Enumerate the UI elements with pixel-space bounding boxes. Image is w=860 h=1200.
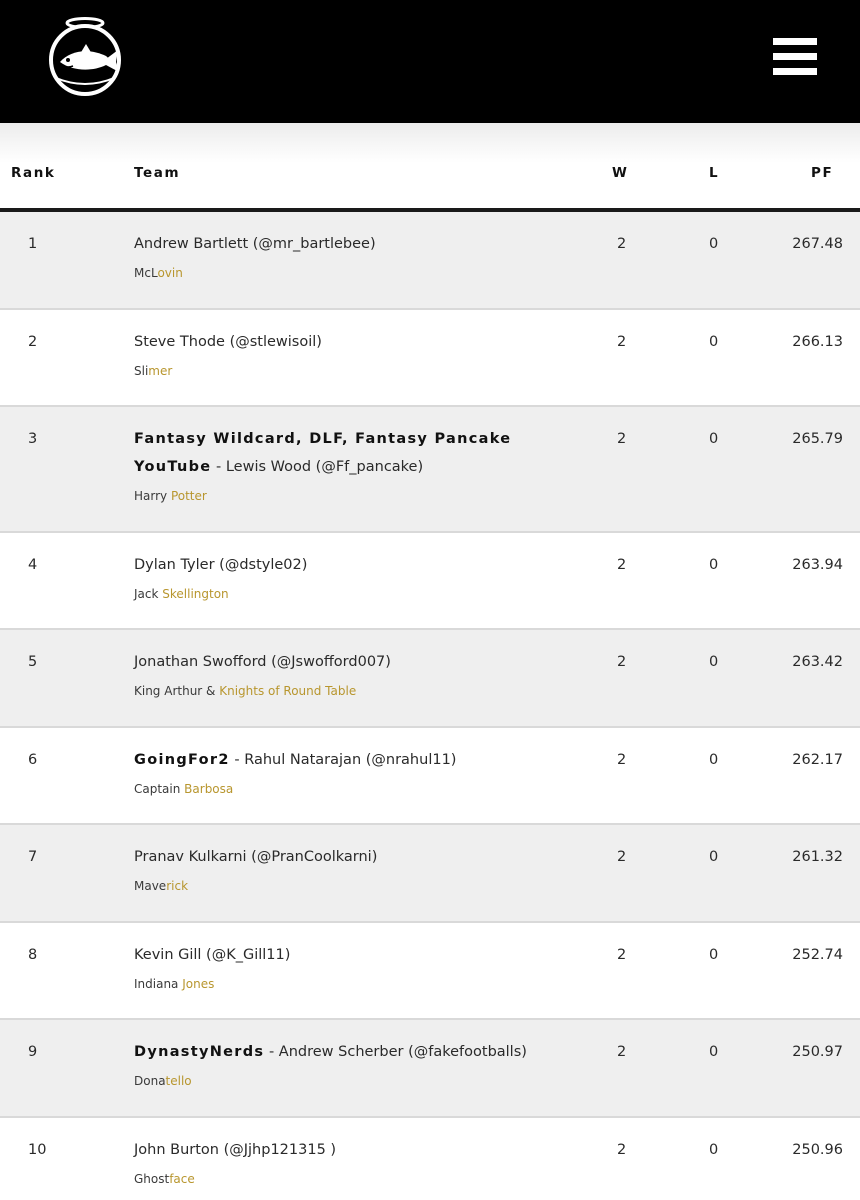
owner-name[interactable]: Steve Thode (@stlewisoil) [134, 334, 322, 350]
nickname-part: Dona [134, 1074, 166, 1088]
nickname-part: Jones [182, 977, 215, 991]
losses-cell: 0 [709, 557, 719, 573]
wins-cell: 2 [617, 1142, 627, 1158]
rank-cell: 6 [28, 752, 38, 768]
team-cell [134, 746, 554, 774]
owner-name[interactable]: Kevin Gill (@K_Gill11) [134, 947, 291, 963]
owner-name[interactable]: Rahul Natarajan (@nrahul11) [244, 752, 457, 768]
points-for-cell: 262.17 [792, 752, 843, 768]
top-navigation-bar [0, 0, 860, 123]
team-nickname [134, 587, 229, 601]
nickname-part: ovin [157, 266, 183, 280]
nickname-part: Mave [134, 879, 167, 893]
team-cell [134, 1136, 554, 1164]
table-row[interactable] [0, 212, 860, 310]
team-separator: - [211, 459, 226, 475]
losses-cell: 0 [709, 654, 719, 670]
points-for-cell: 263.42 [792, 654, 843, 670]
nickname-part: Skellington [162, 587, 229, 601]
team-nickname [134, 489, 207, 503]
losses-cell: 0 [709, 1044, 719, 1060]
nickname-part: Indiana [134, 977, 183, 991]
points-for-cell: 261.32 [792, 849, 843, 865]
nickname-part: Ghost [134, 1172, 170, 1186]
wins-cell: 2 [617, 236, 627, 252]
column-header-team[interactable]: Team [134, 165, 181, 181]
losses-cell: 0 [709, 947, 719, 963]
wins-cell: 2 [617, 334, 627, 350]
losses-cell: 0 [709, 849, 719, 865]
team-brand: DynastyNerds [134, 1044, 265, 1060]
nickname-part: Knights of Round Table [219, 684, 357, 698]
menu-bar [773, 38, 817, 45]
team-nickname [134, 684, 356, 698]
points-for-cell: 266.13 [792, 334, 843, 350]
table-row[interactable] [0, 923, 860, 1020]
wins-cell: 2 [617, 431, 627, 447]
points-for-cell: 250.97 [792, 1044, 843, 1060]
standings-table-header [0, 123, 860, 209]
team-brand: Fantasy Wildcard, DLF, Fantasy Pancake YouTube [134, 431, 512, 475]
points-for-cell: 263.94 [792, 557, 843, 573]
team-nickname [134, 266, 183, 280]
nickname-part: McL [134, 266, 158, 280]
owner-name[interactable]: Jonathan Swofford (@Jswofford007) [134, 654, 391, 670]
owner-name[interactable]: Dylan Tyler (@dstyle02) [134, 557, 308, 573]
rank-cell: 2 [28, 334, 38, 350]
losses-cell: 0 [709, 236, 719, 252]
nickname-part: face [169, 1172, 195, 1186]
rank-cell: 8 [28, 947, 38, 963]
table-row[interactable] [0, 825, 860, 923]
rank-cell: 7 [28, 849, 38, 865]
wins-cell: 2 [617, 557, 627, 573]
rank-cell: 4 [28, 557, 38, 573]
team-nickname [134, 1172, 195, 1186]
losses-cell: 0 [709, 752, 719, 768]
team-cell [134, 941, 554, 969]
rank-cell: 3 [28, 431, 38, 447]
points-for-cell: 267.48 [792, 236, 843, 252]
rank-cell: 5 [28, 654, 38, 670]
nickname-part: rick [166, 879, 189, 893]
table-row[interactable] [0, 533, 860, 630]
nickname-part: King Arthur & [134, 684, 220, 698]
team-separator: - [229, 752, 245, 768]
nickname-part: Barbosa [184, 782, 234, 796]
hamburger-menu-icon[interactable] [773, 38, 817, 76]
nickname-part: Potter [170, 489, 207, 503]
rank-cell: 1 [28, 236, 38, 252]
team-nickname [134, 1074, 192, 1088]
team-cell [134, 1038, 554, 1066]
team-nickname [134, 782, 233, 796]
losses-cell: 0 [709, 334, 719, 350]
fishbowl-logo-icon[interactable] [46, 16, 124, 96]
wins-cell: 2 [617, 849, 627, 865]
team-cell [134, 230, 554, 258]
column-header-rank[interactable]: Rank [11, 165, 56, 181]
menu-bar [773, 53, 817, 60]
rank-cell: 9 [28, 1044, 38, 1060]
team-brand: GoingFor2 [134, 752, 230, 768]
column-header-losses[interactable]: L [709, 165, 720, 181]
team-cell [134, 328, 554, 356]
table-row[interactable] [0, 1020, 860, 1118]
table-row[interactable] [0, 1118, 860, 1200]
points-for-cell: 252.74 [792, 947, 843, 963]
nickname-part: mer [148, 364, 173, 378]
wins-cell: 2 [617, 654, 627, 670]
team-cell [134, 551, 554, 579]
nickname-part: tello [165, 1074, 192, 1088]
wins-cell: 2 [617, 752, 627, 768]
nickname-part: Sli [134, 364, 149, 378]
team-cell [134, 425, 524, 481]
losses-cell: 0 [709, 431, 719, 447]
points-for-cell: 265.79 [792, 431, 843, 447]
menu-bar [773, 68, 817, 75]
owner-name[interactable]: Pranav Kulkarni (@PranCoolkarni) [134, 849, 378, 865]
nickname-part: Jack [134, 587, 163, 601]
team-separator: - [264, 1044, 279, 1060]
losses-cell: 0 [709, 1142, 719, 1158]
owner-name[interactable]: Andrew Bartlett (@mr_bartlebee) [134, 236, 376, 252]
team-nickname [134, 879, 188, 893]
points-for-cell: 250.96 [792, 1142, 843, 1158]
nickname-part: Harry [134, 489, 171, 503]
team-nickname [134, 977, 214, 991]
table-row[interactable] [0, 630, 860, 728]
team-cell [134, 843, 554, 871]
nickname-part: Captain [134, 782, 185, 796]
rank-cell: 10 [28, 1142, 47, 1158]
owner-name[interactable]: Andrew Scherber (@fakefootballs) [278, 1044, 527, 1060]
table-row[interactable] [0, 310, 860, 407]
column-header-wins[interactable]: W [612, 165, 629, 181]
table-row[interactable] [0, 407, 860, 533]
team-nickname [134, 364, 172, 378]
wins-cell: 2 [617, 1044, 627, 1060]
owner-name[interactable]: John Burton (@Jjhp121315 ) [134, 1142, 337, 1158]
table-row[interactable] [0, 728, 860, 825]
column-header-points-for[interactable]: PF [811, 165, 834, 181]
team-cell [134, 648, 554, 676]
owner-name[interactable]: Lewis Wood (@Ff_pancake) [225, 459, 424, 475]
wins-cell: 2 [617, 947, 627, 963]
